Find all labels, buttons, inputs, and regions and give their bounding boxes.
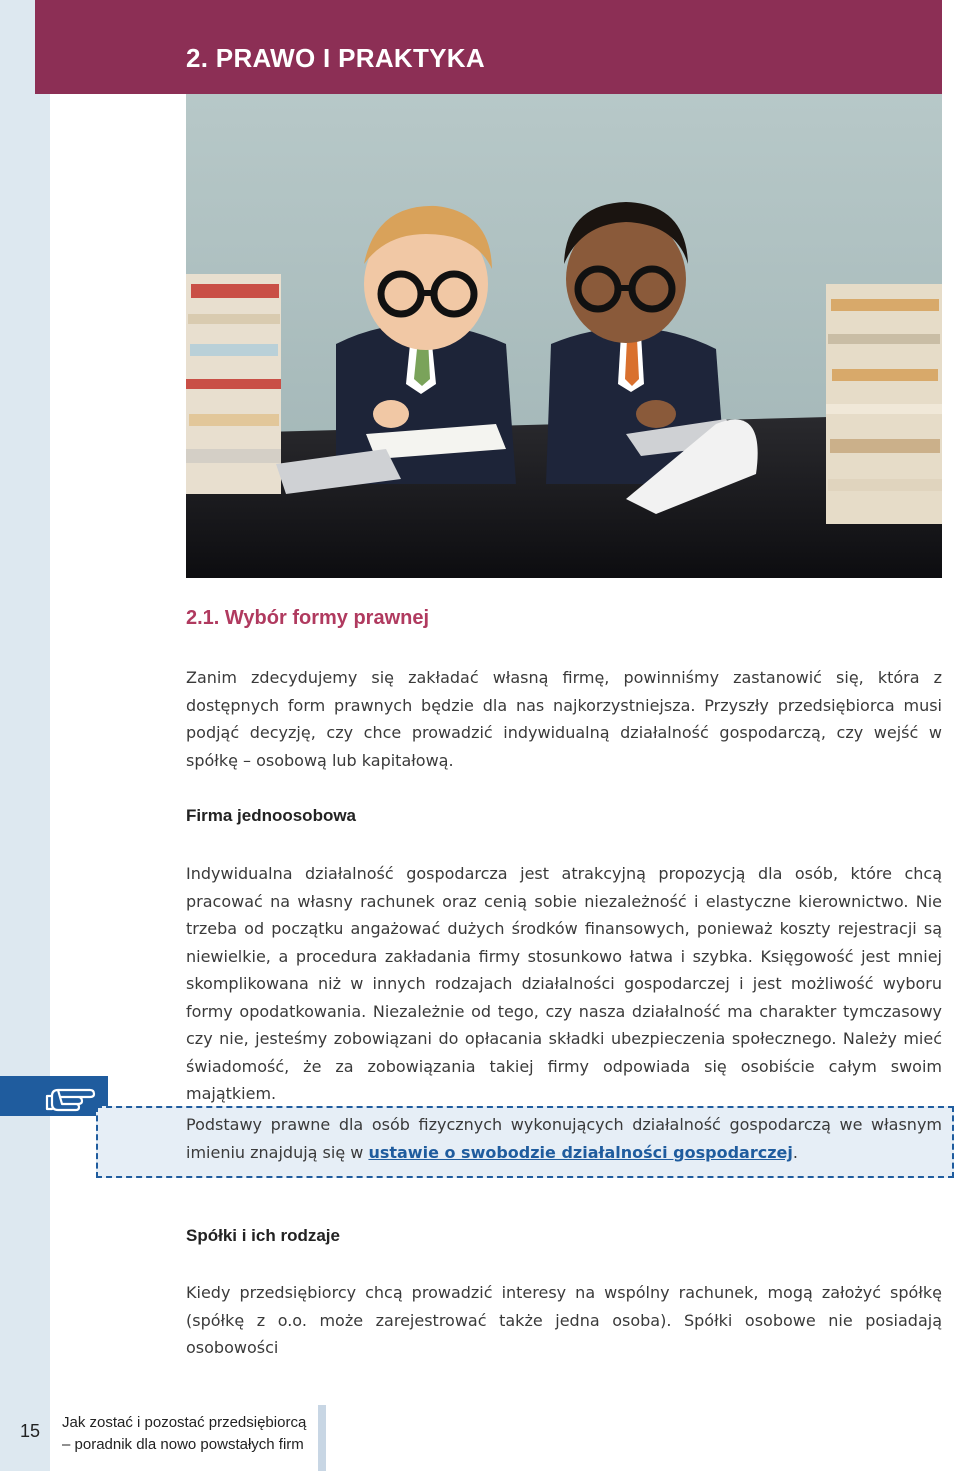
chapter-title: 2. PRAWO I PRAKTYKA [186, 43, 485, 73]
spolki-paragraph: Kiedy przedsiębiorcy chcą prowadzić interesy na wspólny rachunek, mogą założyć spółkę (spółkę z o.o. może zarejestrować także jedna osoba). Spółki osobowe nie posiadają osobowości [186, 1283, 942, 1357]
footer-title-line1: Jak zostać i pozostać przedsiębiorcą [62, 1414, 307, 1431]
left-margin-strip [0, 0, 50, 1471]
firma-paragraph: Indywidualna działalność gospodarcza jest atrakcyjną propozycją dla osób, które chcą pracować na własny rachunek oraz cenią sobie niezależność i elastyczne kierownictwo. Nie trzeba od początku angażować dużych środków finansowych, ponieważ koszty rejestracji są niewielkie, a procedura zakładania firmy stosunkowo łatwa i szybka. Księgowość jest mniej skomplikowana niż w innych rodzajach działalności gospodarczej i jest możliwość wyboru formy opodatkowania. Niezależnie od tego, czy nasza działalność ma charakter tymczasowy czy nie, jesteśmy zobowiązani do opłacania składki ubezpieczenia społecznego. Należy mieć świadomość, że za zobowiązania takiej firmy odpowiada się osobiście całym swoim majątkiem. [186, 864, 942, 1103]
footer-divider [318, 1405, 326, 1471]
footer-publication-title [62, 1412, 306, 1456]
footer-title-line2: – poradnik dla nowo powstałych firm [62, 1436, 304, 1453]
firma-heading: Firma jednoosobowa [186, 806, 357, 825]
legal-act-link[interactable]: ustawie o swobodzie działalności gospodarczej [368, 1143, 793, 1162]
section-heading: 2.1. Wybór formy prawnej [186, 607, 430, 629]
spolki-heading: Spółki i ich rodzaje [186, 1226, 340, 1245]
legal-note-text [186, 1111, 942, 1167]
page-number: 15 [20, 1421, 41, 1441]
intro-paragraph: Zanim zdecydujemy się zakładać własną firmę, powinniśmy zastanowić się, która z dostępnych form prawnych będzie dla nas najkorzystniejsza. Przyszły przedsiębiorca musi podjąć decyzję, czy chce prowadzić indywidualną działalność gospodarczą, czy wejść w spółkę – osobową lub kapitałową. [186, 668, 942, 770]
note-text-before: Podstawy prawne dla osób fizycznych wykonujących działalność gospodarczą we własnym imieniu znajdują się w [186, 1115, 942, 1162]
pointing-hand-marker [0, 1076, 108, 1116]
illustration-photo [186, 94, 942, 578]
note-text-after: . [792, 1143, 798, 1162]
chapter-header-band [35, 0, 942, 94]
pointing-hand-icon [0, 1076, 108, 1116]
